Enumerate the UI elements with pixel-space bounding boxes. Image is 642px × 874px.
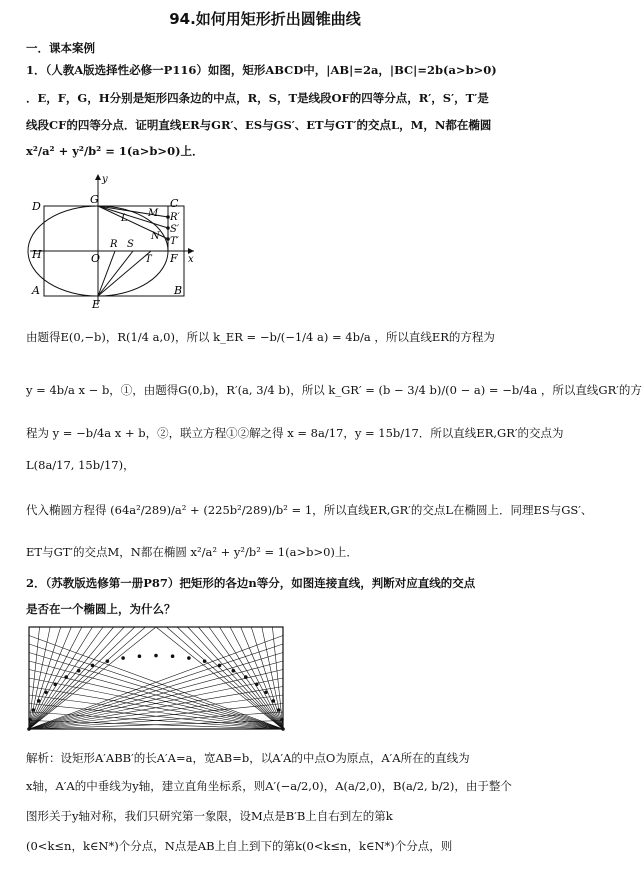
solution1-line2: y = 4b/a x − b，①，由题得G(0,b)，R′(a, 3/4 b)，所以 k_GR′ = (b − 3/4 b)/(0 − a) = −b/4a ，所以直线GR′的方 <box>26 383 642 397</box>
ellipse-point <box>187 656 191 660</box>
solution2-line3: 图形关于y轴对称，我们只研究第一象限，设M点是B′B上自右到左的第k <box>26 809 393 823</box>
string-art-figure <box>27 625 285 731</box>
svg-text:B: B <box>174 284 183 297</box>
solution2-line2: x轴，A′A的中垂线为y轴，建立直角坐标系，则A′(−a/2,0)，A(a/2,0)，B(a/2, b/2)，由于整个 <box>26 779 512 793</box>
svg-text:T′: T′ <box>170 236 179 247</box>
ellipse-point <box>121 656 125 660</box>
string-line <box>188 627 283 729</box>
svg-text:M: M <box>148 208 159 219</box>
ellipse-point <box>281 727 285 731</box>
q1-line3: 线段CF的四等分点．证明直线ER与GR′、ES与GS′、ET与GT′的交点L，M，N都在椭圆 <box>26 118 492 132</box>
ellipse-point <box>171 654 175 658</box>
svg-text:N: N <box>151 231 160 242</box>
q1-line2: ．E，F，G，H分别是矩形四条边的中点，R，S，T是线段OF的四等分点，R′，S′，T′是 <box>26 91 489 105</box>
ellipse-point <box>106 659 110 663</box>
ellipse-point <box>203 659 207 663</box>
svg-text:S′: S′ <box>170 224 180 235</box>
solution1-line6: ET与GT′的交点M，N都在椭圆 x²/a² + y²/b² = 1(a>b>0)上． <box>26 545 358 559</box>
solution2-line1: 解析：设矩形A′ABB′的长A′A=a，宽AB=b，以A′A的中点O为原点，A′A所在的直线为 <box>26 751 470 765</box>
ellipse-point <box>64 675 68 679</box>
ellipse-point <box>264 690 268 694</box>
solution1-line4: L(8a/17, 15b/17)， <box>26 458 135 472</box>
svg-text:D: D <box>32 200 41 213</box>
svg-text:R: R <box>110 239 118 250</box>
string-line <box>262 627 283 729</box>
svg-text:x: x <box>188 254 194 265</box>
solution1-line5: 代入椭圆方程得 (64a²/289)/a² + (225b²/289)/b² = 1，所以直线ER,GR′的交点L在椭圆上．同理ES与GS′、 <box>26 503 593 517</box>
section-heading: 一．课本案例 <box>26 41 95 55</box>
string-line <box>29 627 93 729</box>
string-line <box>272 627 283 729</box>
ellipse-point <box>32 708 36 712</box>
q1-line1: 1．（人教A版选择性必修一P116）如图，矩形ABCD中，|AB|=2a，|BC|=2b(a>b>0) <box>26 63 497 77</box>
svg-text:H: H <box>32 248 42 261</box>
page-title: 94.如何用矩形折出圆锥曲线 <box>169 10 361 28</box>
solution2-line4: (0<k≤n，k∈N*)个分点，N点是AB上自上到下的第k(0<k≤n，k∈N*)个分点，则 <box>26 839 453 853</box>
ellipse-point <box>37 699 41 703</box>
ellipse-point <box>44 690 48 694</box>
svg-text:F: F <box>170 252 178 265</box>
string-line <box>220 627 284 729</box>
string-line <box>29 627 124 729</box>
ellipse-point <box>91 664 95 668</box>
svg-text:E: E <box>92 298 101 311</box>
string-line <box>29 627 50 729</box>
ellipse-rectangle-figure <box>28 170 206 310</box>
q2-line2: 是否在一个椭圆上，为什么？ <box>26 602 176 616</box>
solution1-line3: 程为 y = −b/4a x + b，②，联立方程①②解之得 x = 8a/17，y = 15b/17．所以直线ER,GR′的交点为 <box>26 426 564 440</box>
q2-line1: 2．（苏教版选修第一册P87）把矩形的各边n等分，如图连接直线，判断对应直线的交点 <box>26 576 476 590</box>
ellipse-point <box>277 708 281 712</box>
svg-text:L: L <box>121 213 128 224</box>
ellipse-point <box>53 682 57 686</box>
ellipse-point <box>28 718 32 722</box>
svg-text:G: G <box>90 193 99 206</box>
svg-text:R′: R′ <box>170 212 180 223</box>
svg-text:T: T <box>145 254 152 265</box>
ellipse-point <box>255 682 259 686</box>
svg-text:C: C <box>170 197 179 210</box>
ellipse-point <box>280 718 284 722</box>
q1-line4: x²/a² + y²/b² = 1(a>b>0)上． <box>26 144 204 158</box>
svg-text:A: A <box>32 284 40 297</box>
svg-text:y: y <box>102 174 108 185</box>
svg-text:O: O <box>91 252 101 265</box>
solution1-line1: 由题得E(0,−b)，R(1/4 a,0)，所以 k_ER = −b/(−1/4 a) = 4b/a ，所以直线ER的方程为 <box>26 330 495 344</box>
string-line <box>29 627 40 729</box>
ellipse-point <box>244 675 248 679</box>
svg-text:S: S <box>127 239 134 250</box>
ellipse-point <box>218 664 222 668</box>
ellipse-point <box>27 727 31 731</box>
ellipse-point <box>154 654 158 658</box>
ellipse-point <box>138 654 142 658</box>
ellipse-point <box>77 669 81 673</box>
ellipse-point <box>272 699 276 703</box>
ellipse-point <box>232 669 236 673</box>
